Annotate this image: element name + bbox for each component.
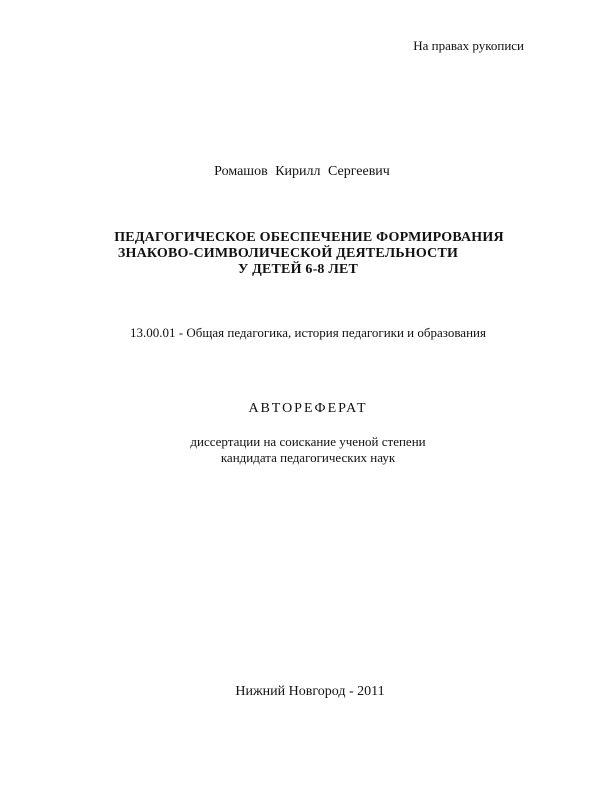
place-year: Нижний Новгород - 2011	[235, 684, 385, 699]
rights-note: На правах рукописи	[413, 38, 524, 53]
title-line-1: ПЕДАГОГИЧЕСКОЕ ОБЕСПЕЧЕНИЕ ФОРМИРОВАНИЯ	[114, 230, 504, 245]
purpose-line-2: кандидата педагогических наук	[220, 450, 396, 465]
title-line-3: У ДЕТЕЙ 6-8 ЛЕТ	[237, 262, 359, 277]
document-type: АВТОРЕФЕРАТ	[248, 401, 368, 416]
thesis-title	[0, 230, 604, 278]
purpose-line-1: диссертации на соискание ученой степени	[190, 434, 426, 449]
author-name: Ромашов Кирилл Сергеевич	[214, 164, 390, 179]
speciality-code: 13.00.01 - Общая педагогика, история педагогики и образования	[130, 325, 486, 340]
degree-purpose	[0, 434, 604, 466]
title-line-2: ЗНАКОВО-СИМВОЛИЧЕСКОЙ ДЕЯТЕЛЬНОСТИ	[117, 246, 459, 261]
